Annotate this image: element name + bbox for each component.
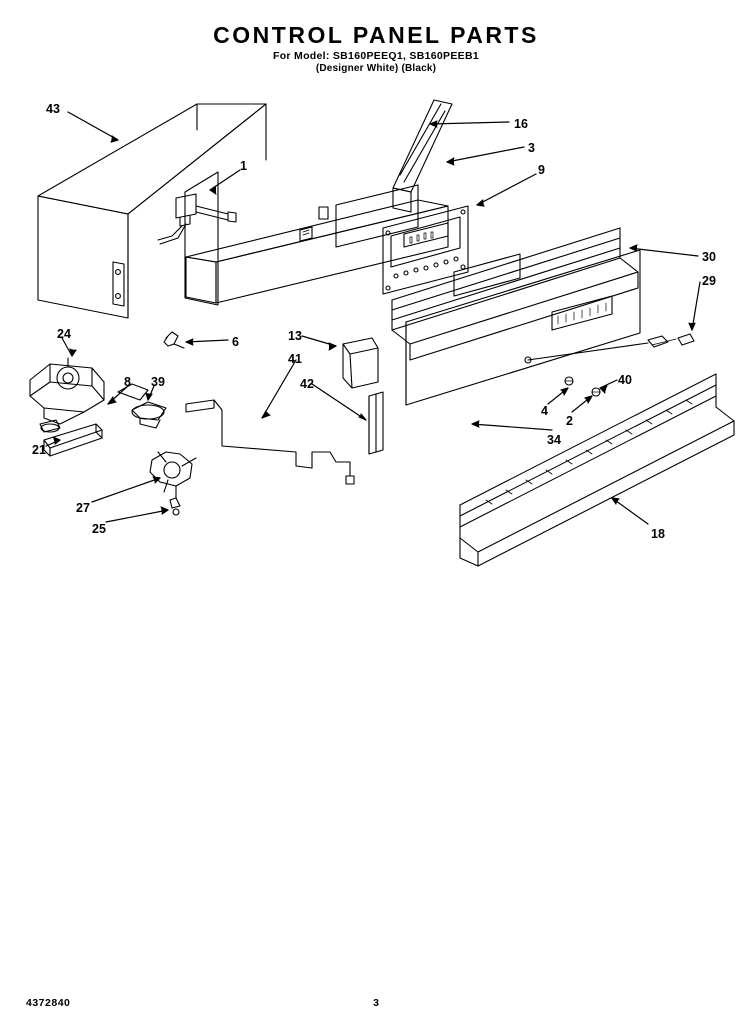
callout-1: 1	[240, 159, 247, 173]
callout-25: 25	[92, 522, 106, 536]
part-9-control-board	[383, 206, 468, 294]
part-6-spring-clip	[164, 332, 184, 348]
callout-34: 34	[547, 433, 561, 447]
part-18-louvered-rail	[458, 374, 734, 566]
page-number: 3	[373, 997, 379, 1009]
callout-16: 16	[514, 117, 528, 131]
callout-42: 42	[300, 377, 314, 391]
callout-4: 4	[541, 404, 548, 418]
part-13-end-cap	[343, 338, 378, 388]
callout-13: 13	[288, 329, 302, 343]
part-42-filler-strip	[369, 392, 383, 454]
callout-3: 3	[528, 141, 535, 155]
callout-43: 43	[46, 102, 60, 116]
part-3-front-faceplate	[185, 100, 470, 305]
callout-29: 29	[702, 274, 716, 288]
callout-24: 24	[57, 327, 71, 341]
part-24-blower-assembly	[30, 358, 104, 456]
part-1-switch-assembly	[158, 194, 236, 244]
document-code: 4372840	[26, 997, 71, 1009]
leader-lines	[46, 112, 700, 524]
callout-2: 2	[566, 414, 573, 428]
page-title: CONTROL PANEL PARTS	[213, 22, 539, 48]
callout-41: 41	[288, 352, 302, 366]
model-subtitle: For Model: SB160PEEQ1, SB160PEEB1	[273, 50, 479, 62]
part-16-trim-rail	[392, 226, 638, 360]
callout-40: 40	[618, 373, 632, 387]
callout-30: 30	[702, 250, 716, 264]
part-8-bracket-and-blade	[118, 384, 196, 515]
part-41-bent-rod	[186, 400, 354, 484]
callout-18: 18	[651, 527, 665, 541]
callout-21: 21	[32, 443, 46, 457]
callout-6: 6	[232, 335, 239, 349]
callout-27: 27	[76, 501, 90, 515]
callout-39: 39	[151, 375, 165, 389]
callout-9: 9	[538, 163, 545, 177]
part-43-panel-housing	[38, 104, 420, 318]
color-subtitle: (Designer White) (Black)	[315, 63, 437, 74]
callout-8: 8	[124, 375, 131, 389]
